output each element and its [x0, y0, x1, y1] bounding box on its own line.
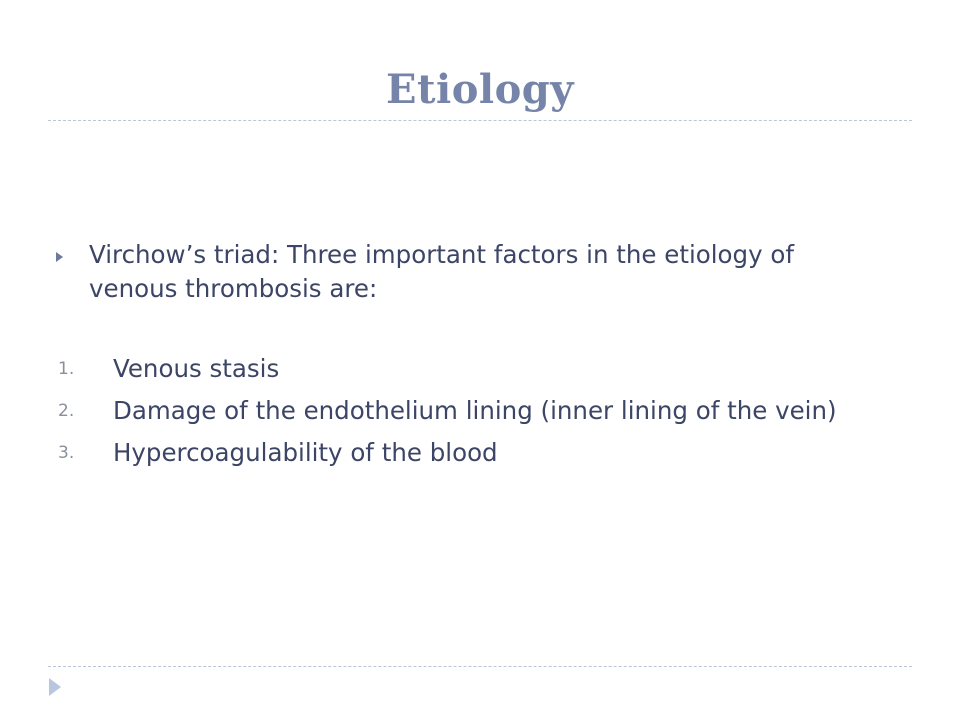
triangle-right-icon: [56, 252, 63, 262]
bullet-text: Virchow’s triad: Three important factors in the etiology of venous thrombosis are:: [89, 240, 794, 303]
item-text: Hypercoagulability of the blood: [113, 438, 498, 467]
triangle-right-icon: [49, 678, 61, 696]
numbered-item: [56, 394, 876, 428]
slide-body: [56, 238, 876, 478]
numbered-list: [56, 352, 876, 470]
slide-title: Etiology: [386, 66, 574, 113]
title-divider: [48, 120, 912, 121]
item-text: Damage of the endothelium lining (inner lining of the vein): [113, 396, 837, 425]
bullet-marker: [56, 238, 89, 262]
item-number: 1.: [58, 359, 75, 379]
footer-divider: [48, 666, 912, 667]
numbered-item: [56, 352, 876, 386]
numbered-item: [56, 436, 876, 470]
item-number: 3.: [58, 443, 75, 463]
item-text: Venous stasis: [113, 354, 280, 383]
item-number: 2.: [58, 401, 75, 421]
bullet-item: [56, 238, 876, 306]
